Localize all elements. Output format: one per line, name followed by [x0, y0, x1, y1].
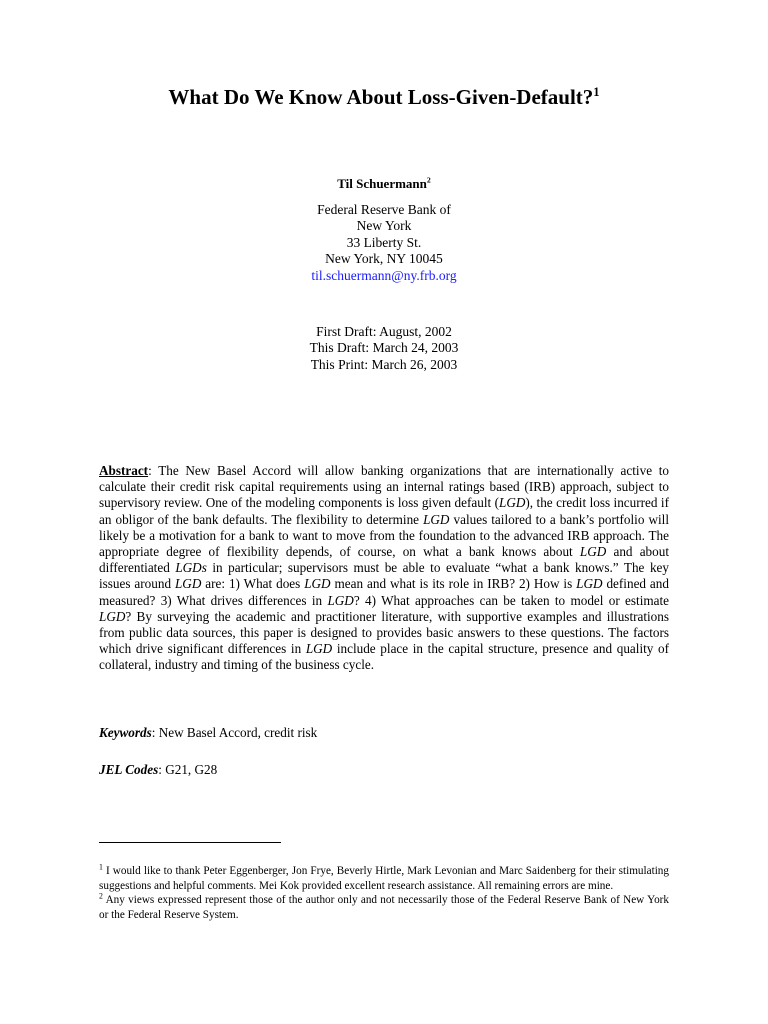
abstract-term: LGD — [423, 511, 450, 527]
abstract-term: LGD — [499, 495, 526, 511]
footnote-separator — [99, 842, 281, 843]
abstract-term: LGDs — [175, 560, 207, 576]
abstract-body — [99, 463, 669, 672]
author-name-text: Til Schuermann — [337, 176, 427, 191]
abstract-text: and about differentiated — [99, 544, 669, 576]
affiliation-line: New York — [356, 218, 412, 234]
abstract-term: LGD — [576, 576, 603, 592]
keywords — [99, 725, 669, 741]
abstract-text: ? 4) What approaches can be taken to model or estimate — [353, 592, 669, 608]
abstract-text: : The New Basel Accord will allow banking organizations that are internationally active to calculate their credit risk capital requirements using an internal ratings based (IRB) approach, subject to supervisory review. One of the modeling components is loss given default ( — [99, 463, 669, 511]
author-email-link[interactable]: til.schuermann@ny.frb.org — [311, 267, 457, 283]
abstract-text: in particular; supervisors must be able to evaluate “what a bank knows.” The key issues around — [99, 560, 669, 592]
this-print-date: This Print: March 26, 2003 — [310, 356, 458, 372]
title-footnote-mark[interactable]: 1 — [593, 85, 600, 99]
paper-title-text: What Do We Know About Loss-Given-Default? — [168, 85, 594, 109]
jel-codes-label: JEL Codes — [99, 762, 159, 777]
abstract-term: LGD — [305, 641, 333, 657]
abstract-text: are: 1) What does — [201, 576, 305, 592]
abstract-text: include place in the capital structure, presence and quality of collateral, industry and timing of the business cycle. — [99, 641, 669, 673]
abstract-term: LGD — [99, 608, 126, 624]
keywords-value: : New Basel Accord, credit risk — [151, 725, 318, 740]
author-name — [0, 176, 768, 192]
abstract-text: ? By surveying the academic and practitioner literature, with supportive examples and illustrations from public data sources, this paper is designed to provides basic answers to these questions. The factors which drive significant differences in — [99, 608, 669, 657]
this-draft-date: This Draft: March 24, 2003 — [309, 340, 459, 356]
abstract-term: LGD — [174, 576, 202, 592]
footnote-text: Any views expressed represent those of the author only and not necessarily those of the Federal Reserve Bank of New York or the Federal Reserve System. — [99, 894, 669, 921]
author-footnote-mark[interactable]: 2 — [426, 175, 431, 185]
affiliation-line: New York, NY 10045 — [325, 251, 443, 267]
abstract-text: mean and what is its role in IRB? 2) How is — [330, 576, 577, 592]
footnote-mark: 2 — [99, 891, 103, 901]
affiliation-line: 33 Liberty St. — [346, 234, 422, 250]
abstract-term: LGD — [304, 576, 331, 592]
first-draft-date: First Draft: August, 2002 — [316, 324, 452, 339]
footnote-mark: 1 — [99, 862, 103, 872]
affiliation-line: Federal Reserve Bank of — [317, 202, 451, 217]
abstract-label: Abstract — [99, 463, 149, 478]
footnotes — [99, 864, 669, 922]
abstract-term: LGD — [327, 592, 354, 608]
jel-codes-value: : G21, G28 — [158, 762, 218, 777]
abstract-term: LGD — [579, 544, 607, 560]
footnote — [99, 864, 669, 893]
footnote-text: I would like to thank Peter Eggenberger, Jon Frye, Beverly Hirtle, Mark Levonian and Marc Saidenberg for their stimulating suggestions and helpful comments. Mei Kok provided excellent research assistance. All remaining errors are mine. — [99, 865, 669, 892]
abstract-text: ), the credit loss incurred if an obligor of the bank defaults. The flexibility to determine — [99, 495, 669, 527]
footnote — [99, 893, 669, 922]
author-affiliation — [0, 202, 768, 284]
abstract-text: values tailored to a bank’s portfolio will likely be a motivation for a bank to want to move from the foundation to the advanced IRB approach. The appropriate degree of flexibility depends, of course, on what a bank knows about — [99, 511, 669, 560]
abstract — [99, 463, 669, 674]
jel-codes — [99, 762, 669, 778]
keywords-label: Keywords — [99, 725, 152, 740]
draft-dates — [0, 324, 768, 373]
abstract-text: defined and measured? 3) What drives differences in — [99, 576, 669, 608]
paper-title — [0, 84, 768, 110]
